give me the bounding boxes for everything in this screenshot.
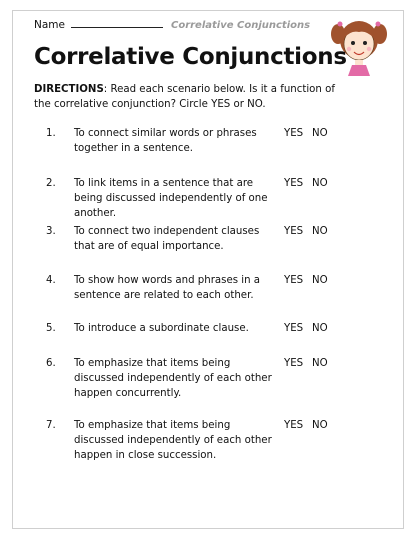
item-text: To connect two independent clauses that are of equal importance. (74, 226, 260, 252)
item-text: To link items in a sentence that are being discussed independently of one another. (74, 178, 268, 219)
item-number: 4. (46, 275, 56, 286)
yes-option[interactable]: YES (284, 358, 304, 369)
yes-option[interactable]: YES (284, 178, 304, 189)
item-number: 2. (46, 178, 56, 189)
directions-label: DIRECTIONS (34, 84, 104, 95)
item-number: 5. (46, 323, 56, 334)
no-option[interactable]: NO (312, 420, 328, 431)
no-option[interactable]: NO (312, 358, 328, 369)
item-number: 7. (46, 420, 56, 431)
item-text: To connect similar words or phrases together in a sentence. (74, 128, 257, 154)
no-option[interactable]: NO (312, 226, 328, 237)
item-text: To emphasize that items being discussed independently of each other happen concurrently. (74, 358, 272, 399)
header-topic: Correlative Conjunctions (170, 20, 311, 31)
name-input-line[interactable] (71, 17, 163, 28)
item-number: 1. (46, 128, 56, 139)
yes-option[interactable]: YES (284, 275, 304, 286)
name-row (34, 17, 310, 31)
no-option[interactable]: NO (312, 275, 328, 286)
yes-option[interactable]: YES (284, 128, 304, 139)
item-text: To introduce a subordinate clause. (74, 323, 249, 334)
yes-option[interactable]: YES (284, 420, 304, 431)
item-number: 3. (46, 226, 56, 237)
yes-option[interactable]: YES (284, 226, 304, 237)
item-number: 6. (46, 358, 56, 369)
page-title: Correlative Conjunctions (34, 44, 347, 70)
yes-option[interactable]: YES (284, 323, 304, 334)
no-option[interactable]: NO (312, 128, 328, 139)
item-text: To emphasize that items being discussed independently of each other happen in close succession. (74, 420, 272, 461)
directions (34, 82, 354, 112)
item-text: To show how words and phrases in a sentence are related to each other. (74, 275, 261, 301)
name-label: Name (34, 19, 65, 31)
no-option[interactable]: NO (312, 178, 328, 189)
no-option[interactable]: NO (312, 323, 328, 334)
directions-text: : Read each scenario below. Is it a function of the correlative conjunction? Circle YES or NO. (34, 84, 335, 110)
